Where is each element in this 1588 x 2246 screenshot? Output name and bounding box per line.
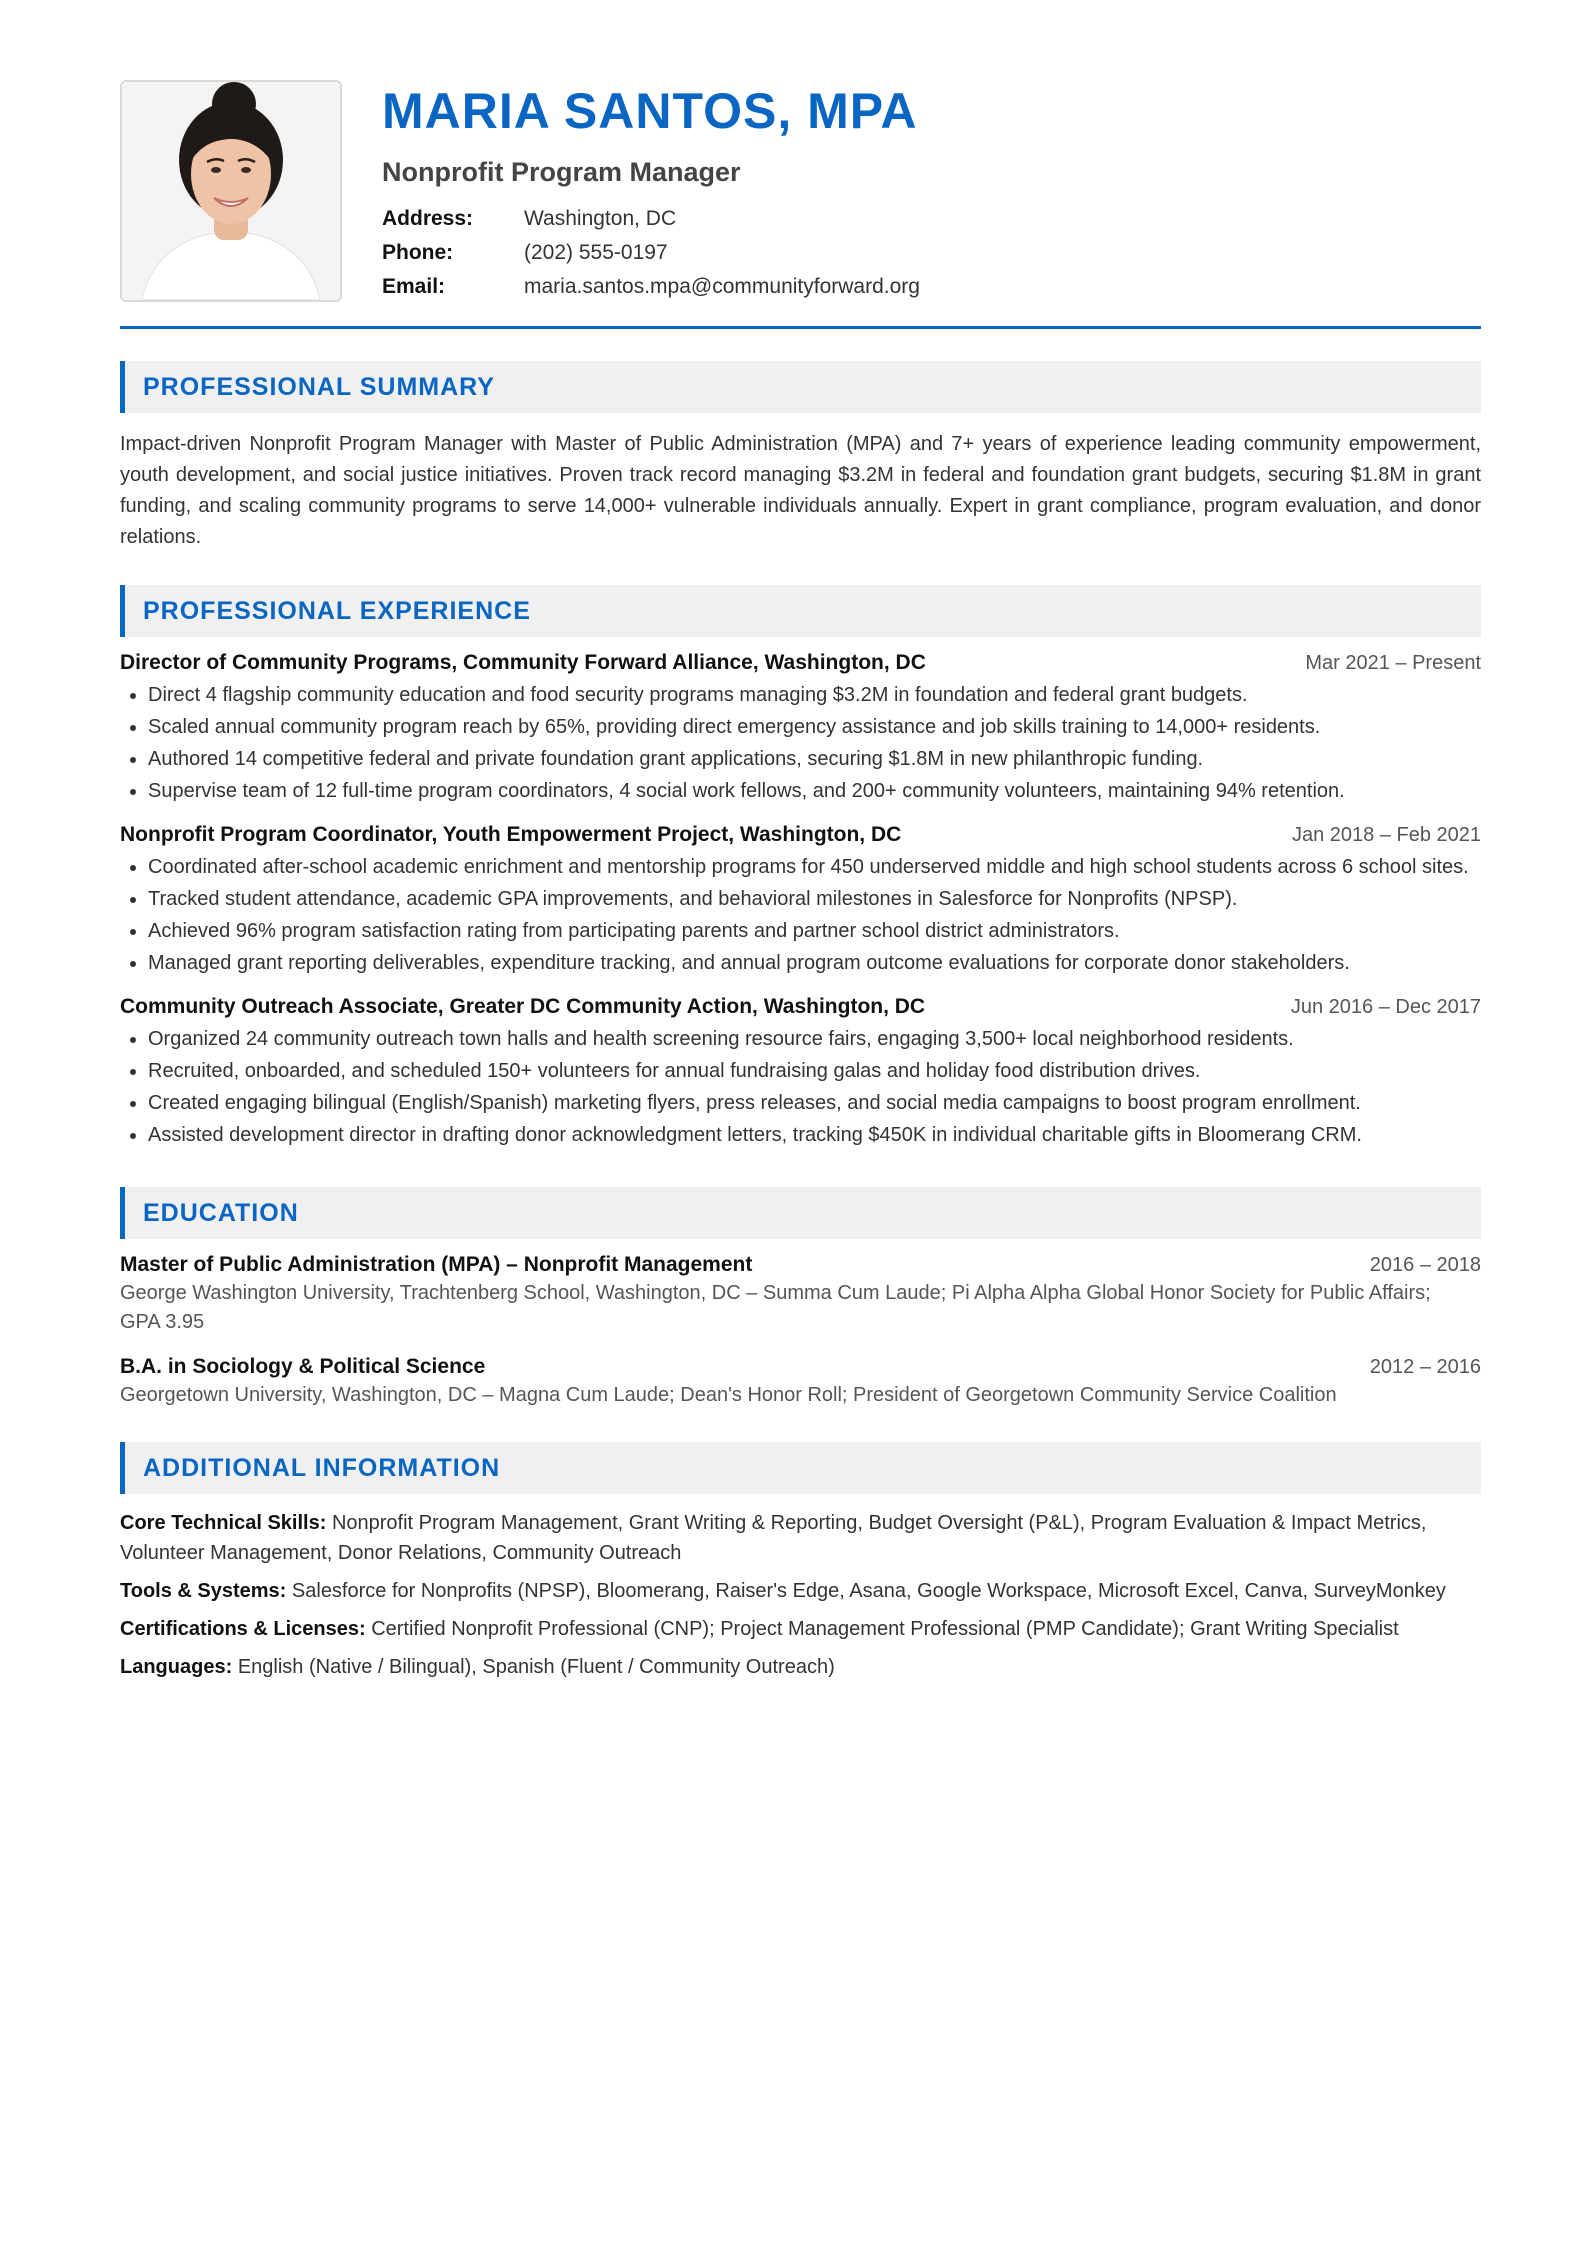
contact-label: Phone: bbox=[382, 241, 454, 264]
contact-phone bbox=[382, 236, 920, 270]
education-header bbox=[120, 1355, 1481, 1379]
contact-address bbox=[382, 202, 920, 236]
additional-value: Certified Nonprofit Professional (CNP); Project Management Professional (PMP Candidate); Grant Writing Specialist bbox=[371, 1618, 1399, 1640]
job-bullet: • Managed grant reporting deliverables, expenditure tracking, and annual program outcome evaluations for corporate donor stakeholders. bbox=[148, 949, 1481, 977]
job-bullet: • Organized 24 community outreach town halls and health screening resource fairs, engaging 3,500+ local neighborhood residents. bbox=[148, 1025, 1481, 1053]
contact-email bbox=[382, 270, 920, 304]
resume-header bbox=[120, 80, 1481, 304]
section-heading-additional bbox=[120, 1442, 1481, 1494]
education-degree: Master of Public Administration (MPA) – Nonprofit Management bbox=[120, 1253, 753, 1276]
additional-list bbox=[120, 1508, 1481, 1682]
section-title: PROFESSIONAL SUMMARY bbox=[143, 372, 495, 401]
contact-label: Address: bbox=[382, 207, 474, 230]
contact-block bbox=[382, 202, 920, 304]
job-dates: Jan 2018 – Feb 2021 bbox=[1291, 824, 1481, 846]
section-title: ADDITIONAL INFORMATION bbox=[143, 1453, 501, 1482]
additional-item bbox=[120, 1508, 1481, 1568]
profile-photo-illustration bbox=[122, 82, 340, 300]
contact-value: (202) 555-0197 bbox=[524, 241, 668, 264]
job-bullet: • Assisted development director in drafting donor acknowledgment letters, tracking $450K in individual charitable gifts in Bloomerang CRM. bbox=[148, 1121, 1481, 1149]
candidate-title: Nonprofit Program Manager bbox=[382, 157, 741, 187]
job-bullet: • Direct 4 flagship community education and food security programs managing $3.2M in foundation and federal grant budgets. bbox=[148, 681, 1481, 709]
additional-item bbox=[120, 1576, 1481, 1606]
job-role: Director of Community Programs, Community Forward Alliance, Washington, DC bbox=[120, 651, 926, 674]
additional-label: Certifications & Licenses: bbox=[120, 1618, 366, 1640]
experience-list bbox=[120, 651, 1481, 1149]
profile-photo bbox=[120, 80, 342, 302]
candidate-name: MARIA SANTOS, MPA bbox=[382, 83, 918, 139]
additional-label: Core Technical Skills: bbox=[120, 1512, 327, 1534]
additional-item bbox=[120, 1614, 1481, 1644]
header-info bbox=[382, 80, 920, 304]
job-bullet: • Achieved 96% program satisfaction rating from participating parents and partner school district administrators. bbox=[148, 917, 1481, 945]
job-bullet: • Authored 14 competitive federal and private foundation grant applications, securing $1.8M in new philanthropic funding. bbox=[148, 745, 1481, 773]
education-list bbox=[120, 1253, 1481, 1410]
job-bullets bbox=[120, 1025, 1481, 1149]
experience-header bbox=[120, 995, 1481, 1019]
job-dates: Mar 2021 – Present bbox=[1305, 652, 1481, 674]
job-dates: Jun 2016 – Dec 2017 bbox=[1290, 996, 1481, 1018]
job-bullet: • Coordinated after-school academic enrichment and mentorship programs for 450 underserved middle and high school students across 6 school sites. bbox=[148, 853, 1481, 881]
additional-label: Tools & Systems: bbox=[120, 1580, 287, 1602]
job-role: Community Outreach Associate, Greater DC Community Action, Washington, DC bbox=[120, 995, 926, 1018]
job-bullets bbox=[120, 853, 1481, 977]
job-role: Nonprofit Program Coordinator, Youth Empowerment Project, Washington, DC bbox=[120, 823, 902, 846]
job-bullet: • Recruited, onboarded, and scheduled 150+ volunteers for annual fundraising galas and holiday food distribution drives. bbox=[148, 1057, 1481, 1085]
contact-value: maria.santos.mpa@communityforward.org bbox=[524, 275, 920, 298]
education-item bbox=[120, 1253, 1481, 1337]
experience-header bbox=[120, 651, 1481, 675]
job-bullet: • Created engaging bilingual (English/Spanish) marketing flyers, press releases, and social media campaigns to boost program enrollment. bbox=[148, 1089, 1481, 1117]
education-degree: B.A. in Sociology & Political Science bbox=[120, 1355, 486, 1378]
section-title: PROFESSIONAL EXPERIENCE bbox=[143, 596, 531, 625]
job-bullet: • Scaled annual community program reach by 65%, providing direct emergency assistance and job skills training to 14,000+ residents. bbox=[148, 713, 1481, 741]
additional-value: English (Native / Bilingual), Spanish (Fluent / Community Outreach) bbox=[237, 1656, 835, 1678]
education-detail: Georgetown University, Washington, DC – Magna Cum Laude; Dean's Honor Roll; President of Georgetown Community Service Coalition bbox=[120, 1384, 1337, 1406]
additional-value: Salesforce for Nonprofits (NPSP), Bloomerang, Raiser's Edge, Asana, Google Workspace, Microsoft Excel, Canva, SurveyMonkey bbox=[291, 1580, 1446, 1602]
contact-label: Email: bbox=[382, 275, 446, 298]
section-heading-experience bbox=[120, 585, 1481, 637]
job-bullet: • Tracked student attendance, academic GPA improvements, and behavioral milestones in Salesforce for Nonprofits (NPSP). bbox=[148, 885, 1481, 913]
education-dates: 2016 – 2018 bbox=[1369, 1254, 1481, 1276]
education-dates: 2012 – 2016 bbox=[1369, 1356, 1481, 1378]
header-divider bbox=[120, 326, 1481, 329]
section-title: EDUCATION bbox=[143, 1198, 299, 1227]
education-item bbox=[120, 1355, 1481, 1410]
summary-text: Impact-driven Nonprofit Program Manager with Master of Public Administration (MPA) and 7+ years of experience leading community empowerment, youth development, and social justice initiatives. Proven track record managing $3.2M in federal and foundation grant budgets, securing $1.8M in grant funding, and scaling community programs to serve 14,000+ vulnerable individuals annually. Expert in grant compliance, program evaluation, and donor relations. bbox=[120, 433, 1481, 548]
experience-item bbox=[120, 995, 1481, 1149]
job-bullet: • Supervise team of 12 full-time program coordinators, 4 social work fellows, and 200+ community volunteers, maintaining 94% retention. bbox=[148, 777, 1481, 805]
section-heading-summary bbox=[120, 361, 1481, 413]
additional-label: Languages: bbox=[120, 1656, 233, 1678]
contact-value: Washington, DC bbox=[524, 207, 677, 230]
job-bullets bbox=[120, 681, 1481, 805]
experience-header bbox=[120, 823, 1481, 847]
education-header bbox=[120, 1253, 1481, 1277]
additional-item bbox=[120, 1652, 1481, 1682]
experience-item bbox=[120, 823, 1481, 977]
additional-value: Nonprofit Program Management, Grant Writing & Reporting, Budget Oversight (P&L), Program Evaluation & Impact Metrics, Volunteer Management, Donor Relations, Community Outreach bbox=[120, 1512, 1427, 1564]
experience-item bbox=[120, 651, 1481, 805]
education-detail: George Washington University, Trachtenberg School, Washington, DC – Summa Cum Laude; Pi Alpha Alpha Global Honor Society for Public Affairs; GPA 3.95 bbox=[120, 1282, 1431, 1333]
section-heading-education bbox=[120, 1187, 1481, 1239]
